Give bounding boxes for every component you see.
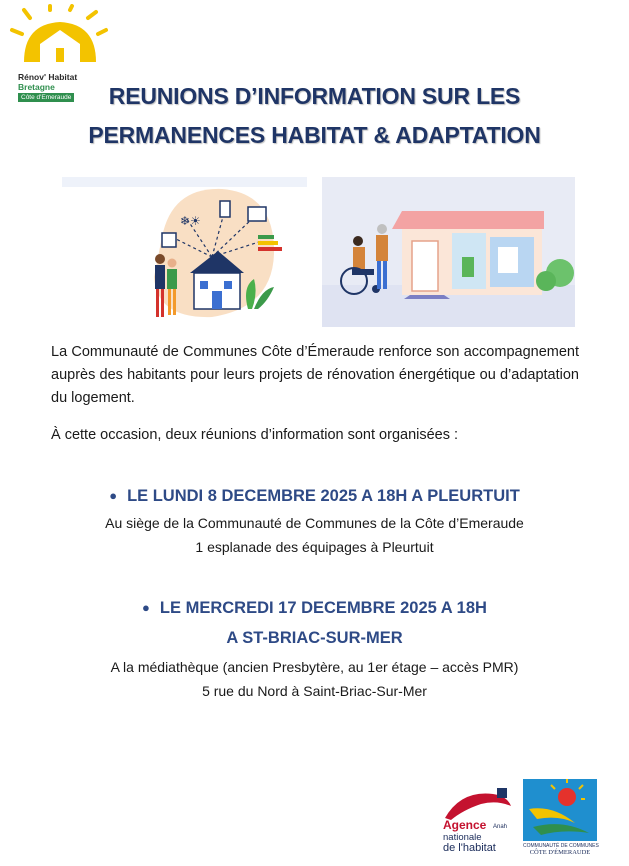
cce-line1: COMMUNAUTÉ DE COMMUNES: [523, 843, 599, 849]
sun-house-icon: [6, 4, 112, 74]
svg-text:❄☀: ❄☀: [180, 214, 201, 228]
home-adaptation-illustration: [322, 177, 575, 327]
brand-name-line2: Bretagne: [18, 82, 55, 92]
anah-tag: Anah: [493, 824, 508, 830]
fan-icon: [162, 233, 176, 247]
cce-line2: CÔTE D'ÉMERAUDE: [529, 849, 591, 856]
intro-paragraph: La Communauté de Communes Côte d’Émeraude renforce son accompagnement auprès des habitants pour leurs projets de rénovation énergétique ou d’adaptation du logement.: [51, 344, 579, 406]
anah-line2: nationale: [443, 832, 482, 843]
event-1-address: 1 esplanade des équipages à Pleurtuit: [195, 539, 434, 555]
plant-icon: [462, 257, 474, 277]
event-2-heading: ● LE MERCREDI 17 DECEMBRE 2025 A 18H: [142, 599, 487, 617]
brand-badge: Côte d'Emeraude: [18, 93, 74, 102]
radiator-icon: [248, 207, 266, 221]
anah-line3: de l'habitat: [443, 842, 496, 854]
event-2-address: 5 rue du Nord à Saint-Briac-Sur-Mer: [202, 683, 427, 699]
energy-renovation-illustration: [62, 177, 307, 327]
page-title-line2: PERMANENCES HABITAT & ADAPTATION: [88, 122, 541, 148]
event-2-heading-line2: A ST-BRIAC-SUR-MER: [226, 629, 403, 647]
bullet-icon: ●: [142, 600, 150, 615]
event-1-heading: ● LE LUNDI 8 DECEMBRE 2025 A 18H A PLEURTUIT: [109, 487, 520, 505]
anah-logo: [441, 784, 519, 856]
brand-name-line1: Rénov' Habitat: [18, 72, 78, 82]
anah-line1: Agence: [443, 818, 487, 832]
event-2-place: A la médiathèque (ancien Presbytère, au 1er étage – accès PMR): [110, 659, 519, 675]
bullet-icon: ●: [109, 488, 118, 503]
page-title-line1: REUNIONS D’INFORMATION SUR LES: [108, 83, 521, 109]
cote-emeraude-logo: [523, 779, 597, 857]
cce-emblem-icon: [523, 779, 597, 841]
boiler-icon: [220, 201, 230, 217]
event-1-place: Au siège de la Communauté de Communes de la Côte d’Emeraude: [105, 515, 524, 531]
intro-announcement: À cette occasion, deux réunions d’information sont organisées :: [51, 427, 459, 443]
